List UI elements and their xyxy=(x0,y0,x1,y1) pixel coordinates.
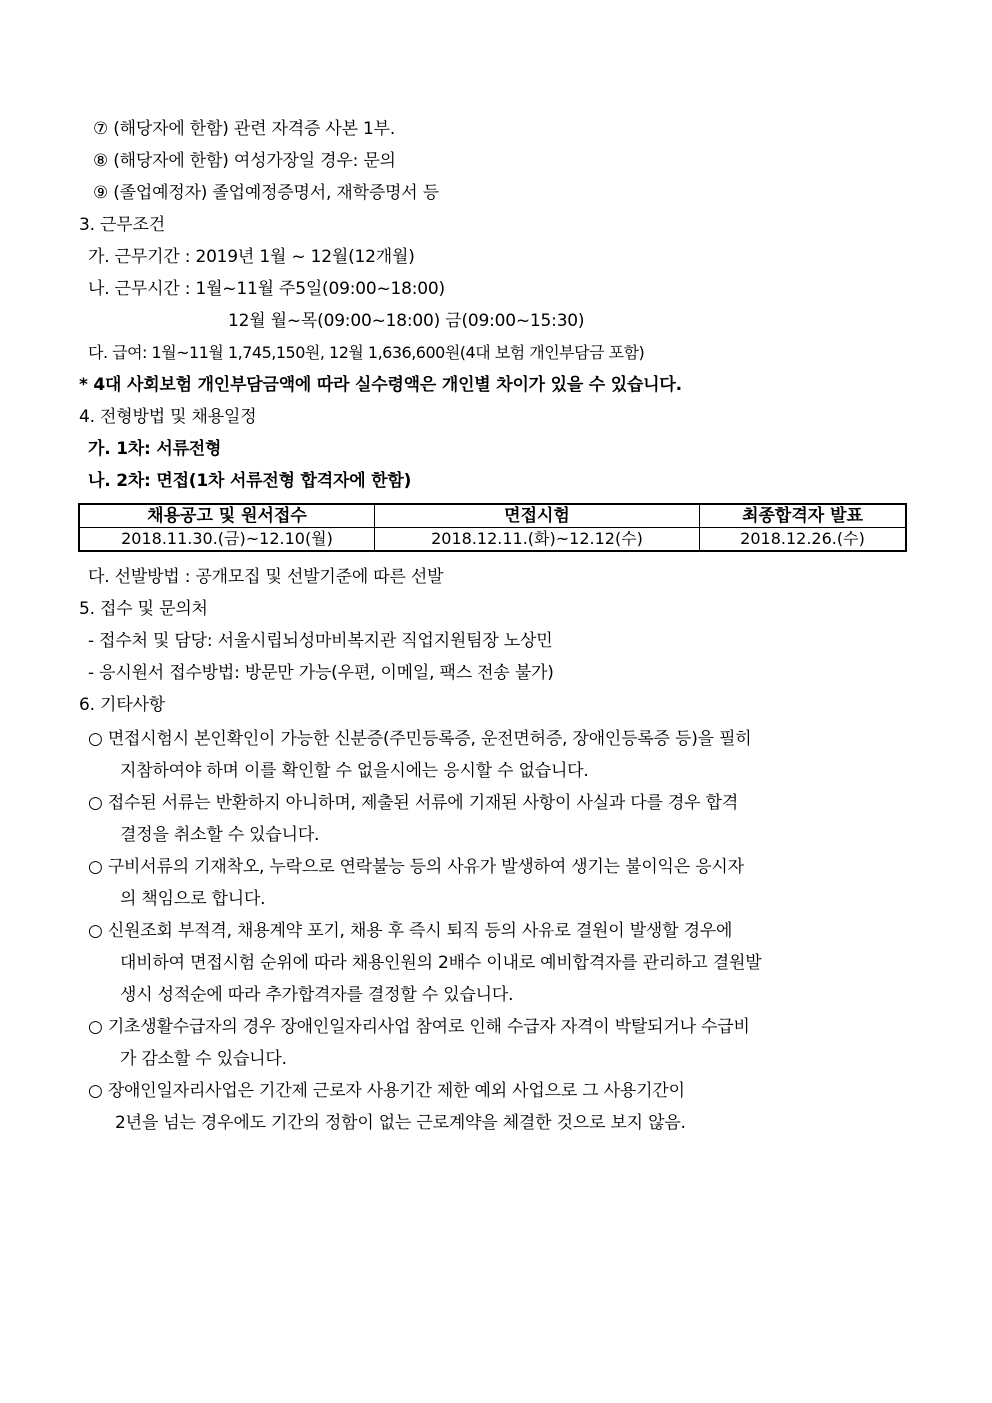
other-item-1-line-2: 지참하여야 하며 이를 확인할 수 없을시에는 응시할 수 없습니다. xyxy=(120,761,589,781)
other-item-4-line-3: 생시 성적순에 따라 추가합격자를 결정할 수 있습니다. xyxy=(120,985,514,1005)
insurance-note: * 4대 사회보험 개인부담금액에 따라 실수령액은 개인별 차이가 있을 수 있습니다. xyxy=(79,375,682,395)
other-item-5-line-2: 가 감소할 수 있습니다. xyxy=(120,1049,287,1069)
required-doc-item-9: ⑨ (졸업예정자) 졸업예정증명서, 재학증명서 등 xyxy=(93,183,439,203)
schedule-header-application: 채용공고 및 원서접수 xyxy=(80,505,375,528)
work-hours-december: 12월 월~목(09:00~18:00) 금(09:00~15:30) xyxy=(228,311,585,331)
schedule-header-interview: 면접시험 xyxy=(375,505,700,528)
selection-step-1: 가. 1차: 서류전형 xyxy=(88,439,222,459)
other-item-1-line-1: ○ 면접시험시 본인확인이 가능한 신분증(주민등록증, 운전면허증, 장애인등록증 등)을 필히 xyxy=(88,729,752,749)
other-item-3-line-1: ○ 구비서류의 기재착오, 누락으로 연락불능 등의 사유가 발생하여 생기는 불이익은 응시자 xyxy=(88,857,744,877)
work-period: 가. 근무기간 : 2019년 1월 ~ 12월(12개월) xyxy=(88,247,415,267)
selection-heading: 4. 전형방법 및 채용일정 xyxy=(79,407,257,427)
contact-heading: 5. 접수 및 문의처 xyxy=(79,599,208,619)
schedule-cell-application: 2018.11.30.(금)~12.10(월) xyxy=(80,528,375,551)
other-item-2-line-1: ○ 접수된 서류는 반환하지 아니하며, 제출된 서류에 기재된 사항이 사실과 다를 경우 합격 xyxy=(88,793,739,813)
schedule-cell-interview: 2018.12.11.(화)~12.12(수) xyxy=(375,528,700,551)
schedule-header-announcement: 최종합격자 발표 xyxy=(700,505,906,528)
contact-method: - 응시원서 접수방법: 방문만 가능(우편, 이메일, 팩스 전송 불가) xyxy=(88,663,554,683)
contact-office: - 접수처 및 담당: 서울시립뇌성마비복지관 직업지원팀장 노상민 xyxy=(88,631,553,651)
other-item-4-line-2: 대비하여 면접시험 순위에 따라 채용인원의 2배수 이내로 예비합격자를 관리하고 결원발 xyxy=(120,953,762,973)
selection-step-2: 나. 2차: 면접(1차 서류전형 합격자에 한함) xyxy=(88,471,412,491)
other-item-3-line-2: 의 책임으로 합니다. xyxy=(120,889,266,909)
other-item-4-line-1: ○ 신원조회 부적격, 채용계약 포기, 채용 후 즉시 퇴직 등의 사유로 결원이 발생할 경우에 xyxy=(88,921,733,941)
other-item-6-line-1: ○ 장애인일자리사업은 기간제 근로자 사용기간 제한 예외 사업으로 그 사용기간이 xyxy=(88,1081,685,1101)
required-doc-item-7: ⑦ (해당자에 한함) 관련 자격증 사본 1부. xyxy=(93,119,396,139)
required-doc-item-8: ⑧ (해당자에 한함) 여성가장일 경우: 문의 xyxy=(93,151,396,171)
other-item-2-line-2: 결정을 취소할 수 있습니다. xyxy=(120,825,320,845)
work-conditions-heading: 3. 근무조건 xyxy=(79,215,165,235)
schedule-header-row xyxy=(80,505,906,528)
salary: 다. 급여: 1월~11월 1,745,150원, 12월 1,636,600원(4대 보험 개인부담금 포함) xyxy=(88,343,645,362)
schedule-table xyxy=(79,504,906,551)
schedule-cell-announcement: 2018.12.26.(수) xyxy=(700,528,906,551)
work-hours: 나. 근무시간 : 1월~11월 주5일(09:00~18:00) xyxy=(88,279,445,299)
other-item-5-line-1: ○ 기초생활수급자의 경우 장애인일자리사업 참여로 인해 수급자 자격이 박탈되거나 수급비 xyxy=(88,1017,750,1037)
other-item-6-line-2: 2년을 넘는 경우에도 기간의 정함이 없는 근로계약을 체결한 것으로 보지 않음. xyxy=(115,1113,686,1133)
schedule-row xyxy=(80,528,906,551)
other-heading: 6. 기타사항 xyxy=(79,695,165,715)
selection-method: 다. 선발방법 : 공개모집 및 선발기준에 따른 선발 xyxy=(88,567,444,587)
